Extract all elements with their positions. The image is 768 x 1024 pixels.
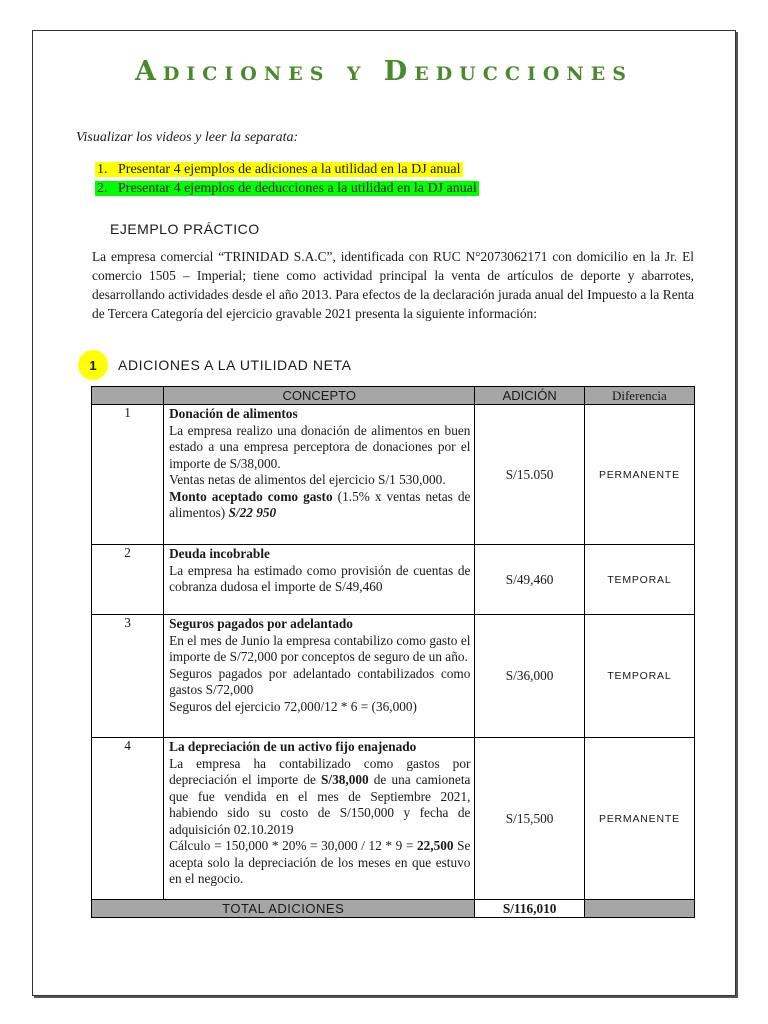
row-difference: PERMANENTE [584,405,694,545]
task-item-1 [95,160,479,179]
table-row [92,545,695,615]
total-value: S/116,010 [475,900,584,918]
row-addition: S/15.050 [475,405,584,545]
row-difference: PERMANENTE [584,738,694,900]
row-title: Seguros pagados por adelantado [169,616,353,631]
row-description [164,615,475,738]
row-line: Ventas netas de alimentos del ejercicio S/1 530,000. [169,472,446,487]
header-difference: Diferencia [584,387,694,405]
header-concept: CONCEPTO [164,387,475,405]
row-number: 3 [92,615,164,738]
document-title: Adiciones y Deducciones [134,56,633,87]
task-list [95,160,479,198]
section-number-badge: 1 [78,350,108,380]
total-row [92,900,695,918]
row-title: La depreciación de un activo fijo enajenado [169,739,417,754]
table-row [92,738,695,900]
row-number: 1 [92,405,164,545]
row-addition: S/15,500 [475,738,584,900]
task-number: 1. [97,162,108,177]
header-addition: ADICIÓN [475,387,584,405]
header-num [92,387,164,405]
row-line: La empresa ha contabilizado como gastos por depreciación el importe de S/38,000 de una camioneta que fue vendida en el mes de Septiembre 2021, habiendo sido su costo de S/150,000 y fecha de adquisición 02.10.2019 [169,755,471,837]
additions-table [91,386,695,918]
example-heading: EJEMPLO PRÁCTICO [110,221,260,237]
section-title: ADICIONES A LA UTILIDAD NETA [118,357,352,373]
table-row [92,615,695,738]
task-item-2 [95,179,479,198]
row-title: Deuda incobrable [169,546,270,561]
row-description [164,405,475,545]
row-addition: S/36,000 [475,615,584,738]
row-line: La empresa realizo una donación de alimentos en buen estado a una empresa perceptora de donaciones por el importe de S/38,000. [169,422,471,471]
table-header-row [92,387,695,405]
row-line: Seguros pagados por adelantado contabilizados como gastos S/72,000 [169,665,471,697]
row-title: Donación de alimentos [169,406,298,421]
row-description [164,738,475,900]
row-description [164,545,475,615]
total-difference-cell [584,900,694,918]
task-number: 2. [97,181,108,196]
body-paragraph: La empresa comercial “TRINIDAD S.A.C”, identificada con RUC N°2073062171 con domicilio en la Jr. El comercio 1505 – Imperial; tiene como actividad principal la venta de artículos de deporte y abarrotes, desarrollando actividades desde el año 2013. Para efectos de la declaración jurada anual del Impuesto a la Renta de Tercera Categoría del ejercicio gravable 2021 presenta la siguiente información: [92,249,694,321]
row-line: Seguros del ejercicio 72,000/12 * 6 = (36,000) [169,698,417,714]
row-number: 2 [92,545,164,615]
row-line: En el mes de Junio la empresa contabilizo como gasto el importe de S/72,000 por conceptos de seguro de un año. [169,632,471,664]
row-line: Cálculo = 150,000 * 20% = 30,000 / 12 * 9 = 22,500 Se acepta solo la depreciación de los meses en que estuvo en el negocio. [169,838,471,886]
table-row [92,405,695,545]
row-addition: S/49,460 [475,545,584,615]
row-difference: TEMPORAL [584,545,694,615]
task-text: Presentar 4 ejemplos de deducciones a la utilidad en la DJ anual [118,181,477,196]
row-line: Monto aceptado como gasto (1.5% x ventas netas de alimentos) S/22 950 [169,488,471,520]
total-label: TOTAL ADICIONES [92,900,475,918]
row-line: La empresa ha estimado como provisión de cuentas de cobranza dudosa el importe de S/49,460 [169,562,471,594]
intro-text: Visualizar los videos y leer la separata: [76,130,299,145]
task-text: Presentar 4 ejemplos de adiciones a la utilidad en la DJ anual [118,162,461,177]
row-number: 4 [92,738,164,900]
row-difference: TEMPORAL [584,615,694,738]
